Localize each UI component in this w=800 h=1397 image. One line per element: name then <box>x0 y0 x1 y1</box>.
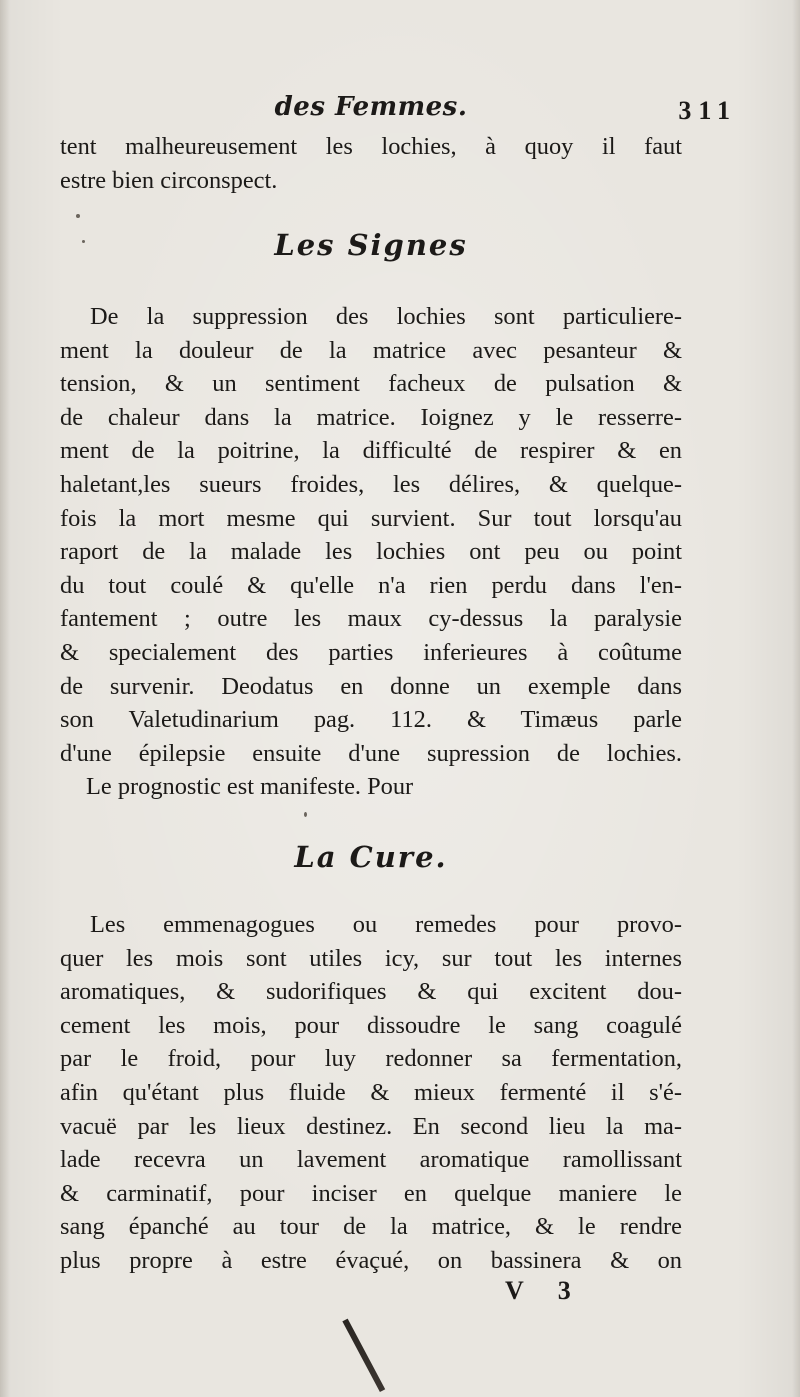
bookmark-ribbon <box>342 1319 385 1392</box>
intro-paragraph <box>60 130 682 197</box>
text-line: fantement ; outre les maux cy-dessus la paralysie <box>60 605 682 633</box>
text-line: cement les mois, pour dissoudre le sang coagulé <box>60 1011 682 1039</box>
text-line: ment de la poitrine, la difficulté de respirer & en <box>60 437 682 465</box>
page-edge-right <box>792 0 800 1397</box>
text-line: d'une épilepsie ensuite d'une supression de lochies. <box>60 739 682 767</box>
text-line: tent malheureusement les lochies, à quoy il faut <box>60 133 682 160</box>
paper-speck <box>304 812 307 817</box>
text-line: de survenir. Deodatus en donne un exemple dans <box>60 672 682 700</box>
running-title: des Femmes. <box>274 92 468 122</box>
text-line: raport de la malade les lochies ont peu ou point <box>60 538 682 566</box>
paper-speck <box>82 240 85 243</box>
text-line: Le prognostic est manifeste. Pour <box>86 773 414 801</box>
text-line: du tout coulé & qu'elle n'a rien perdu dans l'en- <box>60 571 682 599</box>
signes-paragraph <box>60 300 682 804</box>
text-line: son Valetudinarium pag. 112. & Timæus parle <box>60 706 682 734</box>
text-line: aromatiques, & sudorifiques & qui excitent dou- <box>60 978 682 1006</box>
text-line: & carminatif, pour inciser en quelque maniere le <box>60 1179 682 1207</box>
page-edge-left <box>0 0 10 1397</box>
text-line: De la suppression des lochies sont particuliere- <box>90 303 682 330</box>
text-line: quer les mois sont utiles icy, sur tout les internes <box>60 944 682 972</box>
text-line: tension, & un sentiment facheux de pulsation & <box>60 370 682 398</box>
text-line: ment la douleur de la matrice avec pesanteur & <box>60 336 682 364</box>
text-line: haletant,les sueurs froides, les délires, & quelque- <box>60 470 682 498</box>
cure-paragraph <box>60 908 682 1278</box>
paper-speck <box>76 214 80 218</box>
text-line: afin qu'étant plus fluide & mieux fermenté il s'é- <box>60 1078 682 1106</box>
signature-mark: V 3 <box>505 1276 585 1305</box>
text-line: sang épanché au tour de la matrice, & le rendre <box>60 1213 682 1241</box>
text-line: par le froid, pour luy redonner sa fermentation, <box>60 1045 682 1073</box>
page-number: 311 <box>678 96 737 125</box>
text-line: de chaleur dans la matrice. Ioignez y le resserre- <box>60 403 682 431</box>
text-line: estre bien circonspect. <box>60 166 278 194</box>
section-heading-signes: Les Signes <box>274 228 468 262</box>
text-line: vacuë par les lieux destinez. En second lieu la ma- <box>60 1112 682 1140</box>
text-line: plus propre à estre évaçué, on bassinera & on <box>60 1246 682 1274</box>
text-line: & specialement des parties inferieures à coûtume <box>60 638 682 666</box>
text-line: Les emmenagogues ou remedes pour provo- <box>90 911 682 938</box>
section-heading-cure: La Cure. <box>294 840 448 874</box>
text-line: lade recevra un lavement aromatique ramollissant <box>60 1146 682 1174</box>
page-header <box>60 92 737 132</box>
text-line: fois la mort mesme qui survient. Sur tout lorsqu'au <box>60 504 682 532</box>
